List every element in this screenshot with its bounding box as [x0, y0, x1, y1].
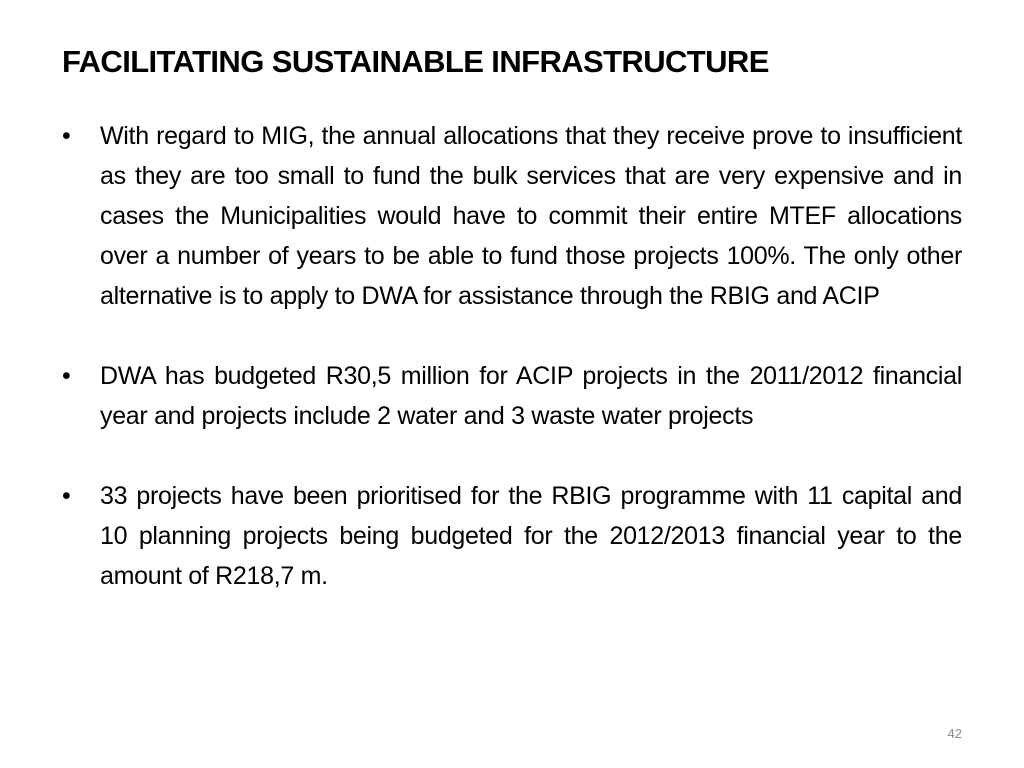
slide-title: FACILITATING SUSTAINABLE INFRASTRUCTURE — [62, 44, 769, 79]
bullet-item-mig-allocations — [62, 116, 962, 316]
bullet-item-rbig-projects — [62, 476, 962, 596]
bullet-text: 33 projects have been prioritised for the RBIG programme with 11 capital and 10 planning projects being budgeted for the 2012/2013 financial year to the amount of R218,7 m. — [100, 482, 962, 590]
page-number: 42 — [947, 726, 962, 741]
bullet-icon: • — [62, 482, 71, 510]
bullet-text: DWA has budgeted R30,5 million for ACIP projects in the 2011/2012 financial year and projects include 2 water and 3 waste water projects — [100, 362, 962, 430]
bullet-list — [62, 116, 962, 596]
bullet-icon: • — [62, 122, 71, 150]
bullet-icon: • — [62, 362, 71, 390]
bullet-text: With regard to MIG, the annual allocations that they receive prove to insufficient as they are too small to fund the bulk services that are very expensive and in cases the Municipalities would have to commit their entire MTEF allocations over a number of years to be able to fund those projects 100%. The only other alternative is to apply to DWA for assistance through the RBIG and ACIP — [100, 122, 962, 310]
bullet-item-acip-budget — [62, 356, 962, 436]
